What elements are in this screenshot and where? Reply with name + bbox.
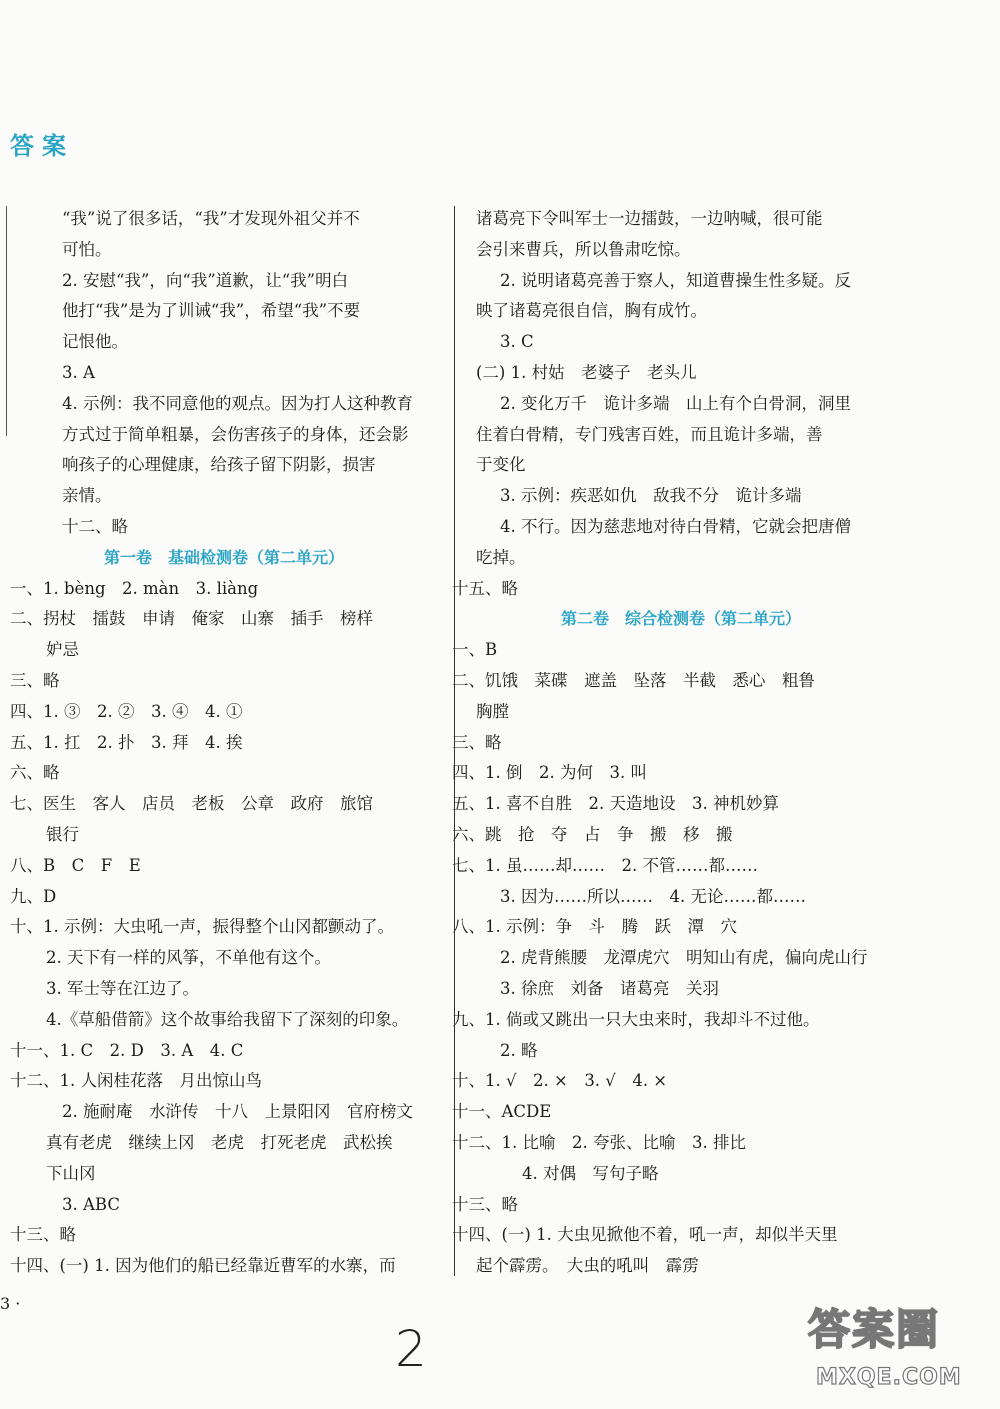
answer-line: 4.《草船借箭》这个故事给我留下了深刻的印象。 xyxy=(46,1009,409,1029)
watermark-domain: MXQE.COM xyxy=(816,1365,962,1390)
answer-line: 胸膛 xyxy=(476,701,509,721)
answer-line: 三、略 xyxy=(10,670,60,690)
answer-line: 二、饥饿 菜碟 遮盖 坠落 半截 悉心 粗鲁 xyxy=(452,670,815,690)
answer-line: 十三、略 xyxy=(452,1194,518,1214)
answer-line: 十、1. √ 2. × 3. √ 4. × xyxy=(452,1071,668,1091)
answer-line: 六、跳 抢 夺 占 争 搬 移 搬 xyxy=(452,824,733,844)
answer-line: “我”说了很多话，“我”才发现外祖父并不 xyxy=(62,209,360,228)
answer-line: 四、1. ③ 2. ② 3. ④ 4. ① xyxy=(10,701,243,721)
answer-line: 方式过于简单粗暴，会伤害孩子的身体，还会影 xyxy=(62,424,409,444)
page-title: 答案 xyxy=(10,132,74,160)
answer-line: 2. 施耐庵 水浒传 十八 上景阳冈 官府榜文 xyxy=(62,1102,413,1122)
answer-line: 四、1. 倒 2. 为何 3. 叫 xyxy=(452,763,647,783)
answer-line: 五、1. 扛 2. 扑 3. 拜 4. 挨 xyxy=(10,732,243,752)
answer-line: 2. 虎背熊腰 龙潭虎穴 明知山有虎，偏向虎山行 xyxy=(500,948,868,968)
answer-line: 起个霹雳。 大虫的吼叫 霹雳 xyxy=(476,1256,699,1276)
answer-line: 3. 因为……所以…… 4. 无论……都…… xyxy=(500,886,806,906)
answer-line: 七、医生 客人 店员 老板 公章 政府 旅馆 xyxy=(10,794,373,814)
answer-line: 八、B C F E xyxy=(10,855,141,875)
answer-line: 五、1. 喜不自胜 2. 天造地设 3. 神机妙算 xyxy=(452,794,779,814)
answer-line: 3. C xyxy=(500,332,534,352)
answer-line: 十四、(一) 1. 大虫见掀他不着，吼一声，却似半天里 xyxy=(452,1225,838,1245)
answer-line: 3. 示例：疾恶如仇 敌我不分 诡计多端 xyxy=(500,486,802,506)
answer-line: 4. 示例：我不同意他的观点。因为打人这种教育 xyxy=(62,393,413,413)
answer-line: 银行 xyxy=(46,824,79,844)
page-number: 3 · xyxy=(0,1294,21,1313)
answer-line: 2. 变化万千 诡计多端 山上有个白骨洞，洞里 xyxy=(500,393,851,413)
answer-line: 一、B xyxy=(452,640,498,660)
answer-line: 记恨他。 xyxy=(62,332,128,352)
answer-line: 二、拐杖 擂鼓 申请 俺家 山寨 插手 榜样 xyxy=(10,609,373,629)
answer-line: 映了诸葛亮很自信，胸有成竹。 xyxy=(476,301,707,321)
answer-line: 会引来曹兵，所以鲁肃吃惊。 xyxy=(476,239,691,259)
answer-line: 2. 安慰“我”，向“我”道歉，让“我”明白 xyxy=(62,270,349,290)
answer-line: 2. 略 xyxy=(500,1040,538,1060)
answer-line: 响孩子的心理健康，给孩子留下阴影，损害 xyxy=(62,455,376,475)
answer-line: 3. 军士等在江边了。 xyxy=(46,978,199,998)
right-column xyxy=(452,204,886,1282)
answer-line: 下山冈 xyxy=(46,1163,96,1183)
answer-line: 十三、略 xyxy=(10,1225,76,1245)
answer-line: 于变化 xyxy=(476,455,526,475)
answer-line: 妒忌 xyxy=(46,640,79,660)
handwritten-mark: 2 xyxy=(395,1320,427,1378)
section-heading: 第二卷 综合检测卷（第二单元） xyxy=(560,609,801,629)
answer-line: 住着白骨精，专门残害百姓，而且诡计多端，善 xyxy=(476,424,823,444)
left-column xyxy=(10,204,438,1282)
section-heading: 第一卷 基础检测卷（第二单元） xyxy=(103,547,344,567)
answer-line: 十、1. 示例：大虫吼一声，振得整个山冈都颤动了。 xyxy=(10,917,394,937)
answer-line: 3. A xyxy=(62,362,95,382)
answer-line: 可怕。 xyxy=(62,239,112,259)
answer-line: 八、1. 示例：争 斗 腾 跃 潭 穴 xyxy=(452,917,737,937)
answer-line: 他打“我”是为了训诫“我”，希望“我”不要 xyxy=(62,301,361,321)
answer-line: 亲情。 xyxy=(62,486,112,506)
answer-line: 一、1. bèng 2. màn 3. liàng xyxy=(10,578,259,598)
answer-line: 十二、1. 比喻 2. 夸张、比喻 3. 排比 xyxy=(452,1132,746,1152)
answer-line: 六、略 xyxy=(10,763,60,783)
answer-line: 真有老虎 继续上冈 老虎 打死老虎 武松挨 xyxy=(46,1132,393,1152)
answer-line: 2. 说明诸葛亮善于察人，知道曹操生性多疑。反 xyxy=(500,270,851,290)
answer-line: 3. 徐庶 刘备 诸葛亮 关羽 xyxy=(500,978,719,998)
answer-line: 十二、1. 人闲桂花落 月出惊山鸟 xyxy=(10,1071,262,1091)
answer-line: 吃掉。 xyxy=(476,547,526,567)
answer-line: 十一、ACDE xyxy=(452,1102,552,1122)
answer-line: 七、1. 虽……却…… 2. 不管……都…… xyxy=(452,855,758,875)
answer-line: 十四、(一) 1. 因为他们的船已经靠近曹军的水寨，而 xyxy=(10,1256,396,1276)
answer-line: 三、略 xyxy=(452,732,502,752)
answer-line: 2. 天下有一样的风筝，不单他有这个。 xyxy=(46,948,331,968)
answer-line: 九、1. 倘或又跳出一只大虫来时，我却斗不过他。 xyxy=(452,1009,820,1029)
watermark-logo-text: 答案圈 xyxy=(808,1305,941,1354)
answer-line: 十一、1. C 2. D 3. A 4. C xyxy=(10,1040,244,1060)
answer-line: 4. 不行。因为慈悲地对待白骨精，它就会把唐僧 xyxy=(500,516,851,536)
answer-line: 诸葛亮下令叫军士一边擂鼓，一边呐喊，很可能 xyxy=(476,209,823,228)
watermark-logo xyxy=(792,1293,992,1403)
answer-line: 3. ABC xyxy=(62,1194,120,1214)
answer-line: 九、D xyxy=(10,886,57,906)
left-margin-rule xyxy=(6,206,7,436)
answer-line: (二) 1. 村姑 老婆子 老头儿 xyxy=(476,362,697,382)
answer-line: 十五、略 xyxy=(452,578,518,598)
answer-line: 十二、略 xyxy=(62,516,128,536)
answer-line: 4. 对偶 写句子略 xyxy=(522,1163,659,1183)
